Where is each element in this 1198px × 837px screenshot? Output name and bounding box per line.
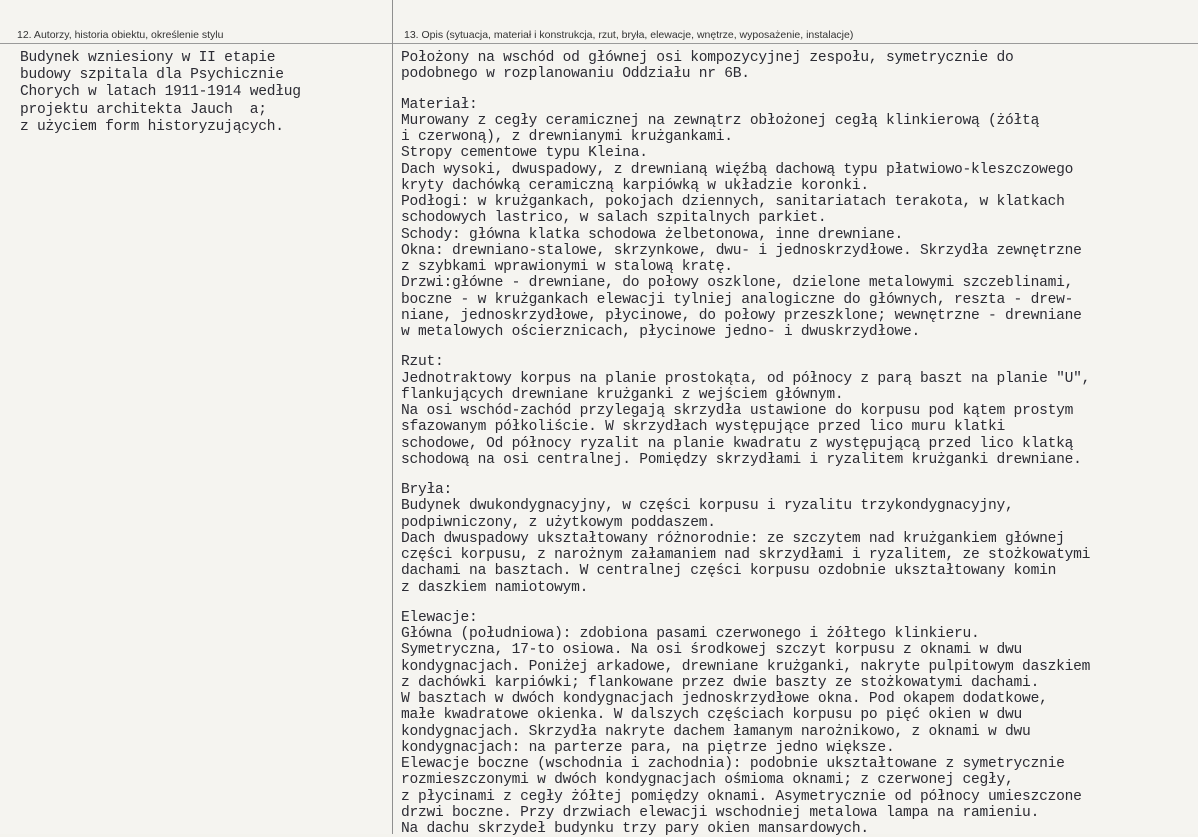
description-line: Drzwi:główne - drewniane, do połowy oszklone, dzielone metalowymi szczeblinami,	[401, 275, 1074, 292]
description-line: Na dachu skrzydeł budynku trzy pary okien mansardowych.	[401, 821, 869, 837]
left-text-line: projektu architekta Jauch a;	[20, 101, 267, 118]
description-section	[401, 97, 1196, 341]
description-line: Na osi wschód-zachód przylegają skrzydła ustawione do korpusu pod kątem prostym	[401, 403, 1074, 419]
description-line: drzwi boczne. Przy drzwiach elewacji wschodniej metalowa lampa na ramieniu.	[401, 804, 1040, 821]
description-line: W basztach w dwóch kondygnacjach jednoskrzydłowe okna. Pod okapem dodatkowe,	[401, 691, 1048, 707]
description-line: Jednotraktowy korpus na planie prostokąta, od północy z parą baszt na planie "U",	[401, 370, 1091, 387]
description-section	[401, 482, 1196, 596]
left-text-line: Budynek wzniesiony w II etapie	[20, 50, 276, 66]
description-line: schodowych lastrico, w salach szpitalnych parkiet.	[401, 210, 827, 227]
description-line: Położony na wschód od głównej osi kompozycyjnej zespołu, symetrycznie do	[401, 50, 1014, 66]
description-line: Okna: drewniano-stalowe, skrzynkowe, dwu- i jednoskrzydłowe. Skrzydła zewnętrzne	[401, 242, 1082, 259]
description-text	[401, 50, 1196, 837]
description-section	[401, 610, 1196, 837]
description-line: Podłogi: w krużgankach, pokojach dziennych, sanitariatach terakota, w klatkach	[401, 194, 1065, 210]
description-line: kondygnacjach. Poniżej arkadowe, drewniane krużganki, nakryte pulpitowym daszkiem	[401, 658, 1091, 675]
description-line: Budynek dwukondygnacyjny, w części korpusu i ryzalitu trzykondygnacyjny,	[401, 498, 1014, 515]
description-line: podpiwniczony, z użytkowym poddaszem.	[401, 514, 716, 531]
description-line: Główna (południowa): zdobiona pasami czerwonego i żółtego klinkieru.	[401, 626, 980, 642]
column-divider	[392, 0, 393, 834]
description-line: w metalowych ościerznicach, płycinowe jedno- i dwuskrzydłowe.	[401, 324, 920, 340]
description-line: z płycinami z cegły żółtej pomiędzy oknami. Asymetrycznie od północy umieszczone	[401, 788, 1082, 805]
description-line: małe kwadratowe okienka. W dalszych częściach korpusu po pięć okien w dwu	[401, 707, 1023, 724]
description-line: Elewacje:	[401, 609, 478, 626]
right-column-heading: 13. Opis (sytuacja, materiał i konstrukcja, rzut, bryła, elewacje, wnętrze, wyposażenie, instalacje)	[404, 29, 854, 41]
description-line: z dachówki karpiówki; flankowane przez dwie baszty ze stożkowatymi dachami.	[401, 674, 1040, 691]
description-line: sfazowanym półkoliście. W skrzydłach występujące przed lico muru klatki	[401, 419, 1006, 436]
description-line: rozmieszczonymi w dwóch kondygnacjach ośmioma oknami; z czerwonej cegły,	[401, 772, 1014, 789]
description-line: kondygnacjach. Skrzydła nakryte dachem łamanym narożnikowo, z oknami w dwu	[401, 723, 1031, 740]
description-line: Stropy cementowe typu Kleina.	[401, 145, 648, 162]
description-line: dachami na basztach. W centralnej części korpusu ozdobnie ukształtowany komin	[401, 563, 1057, 580]
description-section	[401, 354, 1196, 468]
description-line: Symetryczna, 17-to osiowa. Na osi środkowej szczyt korpusu z oknami w dwu	[401, 642, 1023, 659]
description-line: kondygnacjach: na parterze para, na piętrze jedno większe.	[401, 739, 895, 756]
description-line: Materiał:	[401, 96, 478, 113]
description-line: i czerwoną), z drewnianymi krużgankami.	[401, 129, 733, 145]
description-line: schodową na osi centralnej. Pomiędzy skrzydłami i ryzalitem krużganki drewniane.	[401, 451, 1082, 468]
description-line: podobnego w rozplanowaniu Oddziału nr 6B.	[401, 66, 750, 83]
description-line: Bryła:	[401, 482, 453, 498]
left-column-heading: 12. Autorzy, historia obiektu, określenie stylu	[17, 29, 224, 41]
description-line: kryty dachówką ceramiczną karpiówką w układzie koronki.	[401, 177, 869, 194]
description-line: Murowany z cegły ceramicznej na zewnątrz obłożonej cegłą klinkierową (żółtą	[401, 112, 1040, 129]
description-line: niane, jednoskrzydłowe, płycinowe, do połowy przeszklone; wewnętrzne - drewniane	[401, 307, 1082, 324]
description-line: Elewacje boczne (wschodnia i zachodnia): podobnie ukształtowane z symetrycznie	[401, 756, 1065, 772]
description-line: schodowe, Od północy ryzalit na planie kwadratu z występującą przed lico klatką	[401, 435, 1074, 452]
description-line: z szybkami wprawionymi w stalową kratę.	[401, 259, 733, 275]
header-divider	[0, 43, 1198, 44]
description-line: Dach wysoki, dwuspadowy, z drewnianą więźbą dachową typu płatwiowo-kleszczowego	[401, 161, 1074, 178]
description-line: boczne - w krużgankach elewacji tylniej analogiczne do głównych, reszta - drew-	[401, 291, 1074, 308]
description-line: Dach dwuspadowy ukształtowany różnorodnie: ze szczytem nad krużgankiem głównej	[401, 530, 1065, 547]
left-text-line: z użyciem form historyzujących.	[20, 118, 284, 135]
left-text-line: Chorych w latach 1911-1914 według	[20, 84, 301, 101]
description-line: z daszkiem namiotowym.	[401, 579, 589, 596]
description-line: części korpusu, z narożnym załamaniem nad skrzydłami i ryzalitem, ze stożkowatymi	[401, 547, 1091, 563]
description-line: Schody: główna klatka schodowa żelbetonowa, inne drewniane.	[401, 226, 903, 243]
left-text-line: budowy szpitala dla Psychicznie	[20, 67, 284, 84]
description-section	[401, 50, 1196, 83]
description-line: Rzut:	[401, 354, 444, 371]
description-line: flankujących drewniane krużganki z wejściem głównym.	[401, 386, 844, 403]
authors-history-text	[20, 50, 388, 136]
